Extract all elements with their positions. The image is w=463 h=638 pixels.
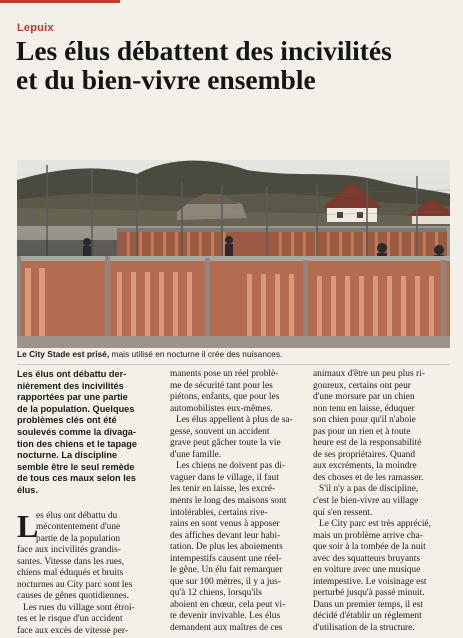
body-line: perturbé jusqu'à passé minuit.: [313, 588, 425, 599]
body-line: face aux incivilités grandis-: [17, 545, 121, 556]
body-line: non tenu en laisse, éduquer: [313, 403, 415, 414]
body-line: santes. Vitesse dans les rues,: [17, 556, 125, 567]
body-line: automobilistes eux-mêmes.: [170, 403, 273, 414]
body-line: chiens mal éduqués et bruits: [17, 568, 124, 579]
city-stade-photo: [17, 160, 450, 348]
body-line: vaguer dans le village, il faut: [170, 472, 279, 483]
lead-line: rapportées par une partie: [17, 392, 128, 403]
body-line: nocturnes au City parc sont les: [17, 579, 133, 590]
column-1: [17, 369, 157, 638]
body-line: décidé d'établir un règlement: [313, 611, 422, 622]
body-line: qui s'en ressent.: [313, 507, 373, 518]
caption-bold: Le City Stade est prisé,: [17, 349, 110, 359]
body-line: te devenir invivable. Les élus: [170, 611, 281, 622]
headline-line-2: et du bien-vivre ensemble: [16, 64, 316, 95]
body-line: causes de gênes quotidiennes.: [17, 591, 129, 602]
body-line: manents pose un réel problè-: [170, 369, 279, 379]
body-line: Dans un premier temps, il est: [313, 599, 423, 610]
caption-rest: mais utilisé en nocturne il crée des nuisances.: [109, 349, 283, 359]
headline: [16, 36, 456, 94]
lead-line: de tous ces maux selon les: [17, 473, 136, 484]
body-line: que soir à la tombée de la nuit: [313, 542, 426, 553]
body-line: intolérables, certains rive-: [170, 507, 268, 518]
body-line: heure est de la responsabilité: [313, 438, 422, 449]
body-line: ments le long des maisons sont: [170, 496, 287, 507]
body-line: S'il n'y a pas de discipline,: [319, 484, 419, 495]
body-line: tes et le risque d'un accident: [17, 614, 123, 625]
body-line: intempestive. Le voisinage est: [313, 576, 427, 587]
body-line: mais un problème arrive cha-: [313, 530, 423, 541]
body-text-col1: [17, 507, 157, 638]
lead-line: semble être le seul remède: [17, 461, 135, 472]
body-line: me de sécurité tant pour les: [170, 380, 273, 391]
body-line: son chien pour qu'il n'aboie: [313, 415, 416, 426]
column-3: [313, 369, 453, 635]
body-line: partie de la population: [36, 533, 121, 544]
body-line: Les rues du village sont étroi-: [23, 602, 135, 613]
body-line: goureux, certains ont peur: [313, 380, 411, 391]
caption-divider: [17, 364, 450, 365]
body-line: qu'à 12 chiens, lorsqu'ils: [170, 588, 262, 599]
body-line: les tenir en laisse, les excré-: [170, 484, 276, 495]
lead-line: nièrement des incivilités: [17, 380, 124, 391]
body-line: aux excréments, la moindre: [313, 461, 417, 472]
lead-line: Les élus ont débattu der-: [17, 369, 127, 379]
drop-cap: L: [17, 507, 39, 544]
body-line: d'une morsure par un chien: [313, 392, 415, 403]
body-line: Les chiens ne doivent pas di-: [176, 461, 286, 472]
body-line: que sur 100 mètres, il y a jus-: [170, 576, 281, 587]
lead-line: de la population. Quelques: [17, 403, 135, 414]
body-line: grave peut gâcher toute la vie: [170, 438, 281, 449]
body-line: tation. De plus les aboiements: [170, 542, 283, 553]
body-line: es élus ont débattu du: [36, 510, 118, 521]
section-label: Lepuix: [17, 22, 54, 34]
lead-line: problèmes clés ont été: [17, 415, 117, 426]
body-line: intempestifs causent une réel-: [170, 553, 282, 564]
section-accent-bar: [0, 0, 120, 3]
body-line: Le City parc est très apprécié,: [319, 519, 431, 530]
body-line: demandent aux maîtres de ces: [170, 623, 283, 634]
lead-paragraph: [17, 369, 157, 497]
lead-line: élus.: [17, 484, 38, 495]
body-line: d'une famille.: [170, 449, 222, 460]
body-line: aboient en chœur, cela peut vi-: [170, 599, 286, 610]
body-line: pas pour un rien et à toute: [313, 426, 411, 437]
body-line: rains en sont venus à apposer: [170, 519, 280, 530]
photo-caption: [17, 349, 457, 360]
lead-line: soulevés comme la divaga-: [17, 426, 136, 437]
headline-line-1: Les élus débattent des incivilités: [16, 35, 392, 66]
body-line: en voiture avec une musique: [313, 565, 421, 576]
body-line: c'est le bien-vivre au village: [313, 496, 419, 507]
body-line: avec des squatteurs bruyants: [313, 553, 420, 564]
body-line: de ses propriétaires. Quand: [313, 449, 416, 460]
body-line: animaux d'être un peu plus ri-: [313, 369, 425, 379]
body-line: des choses et de les ramasser.: [313, 472, 424, 483]
body-line: Les élus appellent à plus de sa-: [176, 415, 293, 426]
body-line: gesse, souvent un accident: [170, 426, 270, 437]
body-line: piétons, enfants, que pour les: [170, 392, 280, 403]
lead-line: tion des chiens et le tapage: [17, 438, 137, 449]
body-line: mécontentement d'une: [36, 522, 121, 533]
lead-line: nocturne. La discipline: [17, 450, 118, 461]
body-line: des affiches devant leur habi-: [170, 530, 281, 541]
column-2: [170, 369, 310, 635]
body-line: face aux excès de vitesse per-: [17, 626, 128, 636]
body-line: d'utilisation de la structure.: [313, 623, 415, 634]
body-line: le gêne. Un élu fait remarquer: [170, 565, 283, 576]
